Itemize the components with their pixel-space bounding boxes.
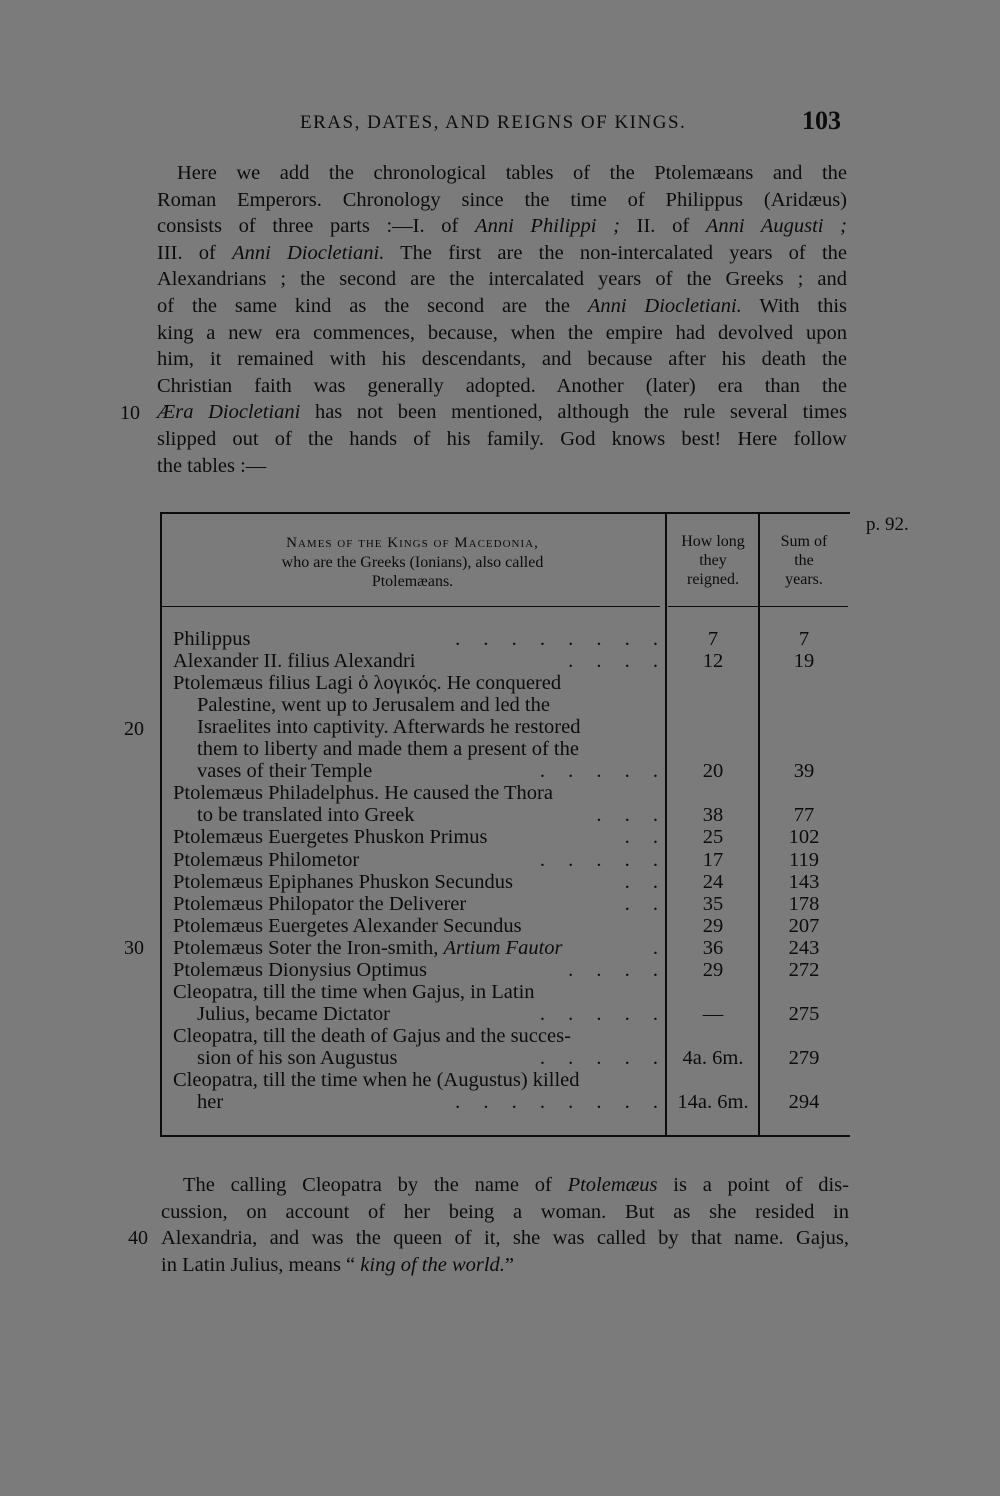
leader-dots: . . bbox=[624, 826, 658, 849]
header-sum-line: Sum of bbox=[780, 533, 828, 550]
king-name-text: Ptolemæus Euergetes Alexander Secundus bbox=[173, 914, 522, 937]
reign-length: 38 bbox=[702, 804, 724, 827]
king-name-text: Palestine, went up to Jerusalem and led the bbox=[197, 694, 550, 717]
sum-of-years: 143 bbox=[788, 870, 820, 893]
king-name bbox=[197, 738, 658, 760]
intro-line: Here we add the chronological tables of the Ptolemæans and the bbox=[177, 162, 847, 184]
table-column-divider bbox=[665, 512, 667, 1137]
table-header-rule bbox=[668, 606, 758, 607]
closing-line: Alexandria, and was the queen of it, she was called by that name. Gajus, bbox=[161, 1227, 849, 1250]
king-name-text: Ptolemæus Epiphanes Phuskon Secundus bbox=[173, 870, 513, 893]
sum-of-years: 275 bbox=[788, 1002, 820, 1025]
header-how-long bbox=[668, 532, 758, 589]
sum-of-years: 207 bbox=[788, 914, 820, 937]
intro-line: Æra Diocletiani has not been mentioned, although the rule several times bbox=[157, 401, 848, 424]
king-name bbox=[197, 1047, 658, 1069]
king-name-text: Cleopatra, till the death of Gajus and the succes- bbox=[173, 1024, 571, 1047]
king-name bbox=[173, 871, 658, 893]
king-name bbox=[173, 1069, 658, 1091]
leader-dots: . . . . . bbox=[539, 760, 658, 783]
kings-table bbox=[160, 512, 850, 1138]
sum-of-years: 279 bbox=[788, 1046, 820, 1069]
king-name bbox=[173, 959, 658, 981]
sum-of-years: 119 bbox=[789, 848, 819, 871]
intro-line: king a new era commences, because, when the empire had devolved upon bbox=[157, 321, 847, 344]
sum-of-years: 243 bbox=[788, 936, 820, 959]
reign-length: 12 bbox=[702, 650, 724, 673]
leader-dots: . . bbox=[624, 870, 658, 893]
king-name-text: Cleopatra, till the time when he (Augustus) killed bbox=[173, 1069, 580, 1091]
king-name bbox=[173, 937, 658, 959]
table-bottom-rule bbox=[160, 1135, 850, 1137]
reign-length: 7 bbox=[707, 628, 719, 650]
king-name bbox=[197, 694, 658, 716]
king-name bbox=[173, 981, 658, 1003]
leader-dots: . . bbox=[624, 892, 658, 915]
line-number: 20 bbox=[124, 718, 144, 740]
intro-line: Christian faith was generally adopted. Another (later) era than the bbox=[157, 374, 847, 397]
header-how-line: they bbox=[699, 552, 727, 569]
header-names-line: Ptolemæans. bbox=[371, 573, 454, 590]
header-names bbox=[160, 534, 665, 591]
intro-line: Alexandrians ; the second are the intercalated years of the Greeks ; and bbox=[157, 268, 847, 291]
king-name bbox=[197, 804, 658, 826]
king-name bbox=[197, 760, 658, 782]
king-name bbox=[197, 716, 658, 738]
running-header: ERAS, DATES, AND REIGNS OF KINGS. bbox=[300, 112, 687, 133]
reign-length: 4a. 6m. bbox=[682, 1046, 744, 1069]
leader-dots: . . . . . bbox=[539, 848, 658, 871]
leader-dots: . . . bbox=[596, 804, 658, 827]
king-name bbox=[173, 893, 658, 915]
header-how-line: How long bbox=[681, 533, 745, 550]
closing-line: in Latin Julius, means “ king of the world.” bbox=[161, 1253, 515, 1276]
king-name-text: Ptolemæus Philopator the Deliverer bbox=[173, 892, 467, 915]
king-name bbox=[173, 826, 658, 848]
leader-dots: . . . . . bbox=[539, 1046, 658, 1069]
sum-of-years: 77 bbox=[793, 804, 815, 827]
reign-length: 17 bbox=[702, 848, 724, 871]
reign-length: 35 bbox=[702, 892, 724, 915]
king-name-text: Israelites into captivity. Afterwards he restored bbox=[197, 716, 581, 739]
table-header-rule bbox=[160, 606, 660, 607]
king-name bbox=[173, 672, 658, 694]
header-names-line: Names of the Kings of Macedonia, bbox=[286, 535, 539, 551]
header-sum-line: the bbox=[794, 552, 814, 569]
king-name-text: Ptolemæus Euergetes Phuskon Primus bbox=[173, 826, 488, 849]
sum-of-years: 294 bbox=[788, 1091, 820, 1114]
leader-dots: . . . . bbox=[568, 958, 658, 981]
leader-dots: . bbox=[652, 936, 658, 959]
reign-length: 25 bbox=[702, 826, 724, 849]
king-name-text: Ptolemæus Philadelphus. He caused the Thora bbox=[173, 782, 553, 805]
sum-of-years: 19 bbox=[793, 650, 815, 673]
king-name bbox=[173, 1025, 658, 1047]
intro-line: III. of Anni Diocletiani. The first are the non-intercalated years of the bbox=[157, 241, 847, 264]
reign-length: 24 bbox=[702, 870, 724, 893]
king-name bbox=[173, 849, 658, 871]
reign-length: 20 bbox=[702, 760, 724, 783]
reign-length: 29 bbox=[702, 958, 724, 981]
king-name bbox=[173, 650, 658, 672]
king-name bbox=[173, 782, 658, 804]
intro-line: of the same kind as the second are the Anni Diocletiani. With this bbox=[157, 294, 847, 317]
sum-of-years: 178 bbox=[788, 892, 820, 915]
line-number: 10 bbox=[120, 402, 140, 424]
king-name-text: Ptolemæus Philometor bbox=[173, 848, 360, 871]
intro-line: Roman Emperors. Chronology since the time of Philippus (Aridæus) bbox=[157, 188, 847, 211]
king-name-text: to be translated into Greek bbox=[197, 804, 415, 827]
king-name bbox=[173, 628, 658, 650]
closing-line: cussion, on account of her being a woman. But as she resided in bbox=[161, 1200, 849, 1223]
header-sum-of-years bbox=[760, 532, 848, 589]
sum-of-years: 39 bbox=[793, 760, 815, 783]
header-how-line: reigned. bbox=[687, 571, 739, 588]
intro-line: the tables :— bbox=[157, 454, 267, 477]
king-name-text: her bbox=[197, 1091, 224, 1114]
king-name-text: sion of his son Augustus bbox=[197, 1046, 398, 1069]
king-name-text: Alexander II. filius Alexandri bbox=[173, 650, 416, 673]
line-number: 40 bbox=[128, 1227, 148, 1249]
page-number: 103 bbox=[802, 106, 841, 135]
leader-dots: . . . . . . . . bbox=[455, 1091, 658, 1114]
table-left-border bbox=[160, 512, 162, 1137]
king-name bbox=[197, 1003, 658, 1025]
king-name-text: Cleopatra, till the time when Gajus, in Latin bbox=[173, 980, 535, 1003]
reign-length: 29 bbox=[702, 914, 724, 937]
leader-dots: . . . . . . . . bbox=[455, 628, 658, 650]
closing-paragraph bbox=[161, 1172, 849, 1278]
reign-length: — bbox=[702, 1002, 724, 1025]
king-name-text: Philippus bbox=[173, 628, 251, 650]
table-header-rule bbox=[760, 606, 848, 607]
sum-of-years: 272 bbox=[788, 958, 820, 981]
sum-of-years: 102 bbox=[788, 826, 820, 849]
leader-dots: . . . . bbox=[568, 650, 658, 673]
line-number: 30 bbox=[124, 937, 144, 959]
king-name-text: Julius, became Dictator bbox=[197, 1002, 390, 1025]
intro-line: him, it remained with his descendants, and because after his death the bbox=[157, 348, 847, 371]
king-name-text: Ptolemæus filius Lagi ὁ λογικός. He conquered bbox=[173, 672, 562, 695]
sum-of-years: 7 bbox=[798, 628, 810, 650]
leader-dots: . . . . . bbox=[539, 1002, 658, 1025]
closing-line: The calling Cleopatra by the name of Ptolemæus is a point of dis- bbox=[183, 1174, 849, 1196]
intro-line: slipped out of the hands of his family. God knows best! Here follow bbox=[157, 427, 847, 450]
king-name-text: Ptolemæus Dionysius Optimus bbox=[173, 958, 428, 981]
king-name bbox=[173, 915, 658, 937]
king-name-text: them to liberty and made them a present of the bbox=[197, 738, 579, 761]
king-name-text: vases of their Temple bbox=[197, 760, 373, 783]
king-name-italic: Artium Fautor bbox=[443, 936, 563, 959]
intro-paragraph bbox=[157, 160, 847, 479]
header-names-line: who are the Greeks (Ionians), also called bbox=[281, 554, 544, 571]
margin-note: p. 92. bbox=[866, 514, 909, 535]
king-name bbox=[197, 1091, 658, 1113]
reign-length: 36 bbox=[702, 936, 724, 959]
table-top-rule bbox=[160, 512, 850, 514]
header-sum-line: years. bbox=[785, 571, 823, 588]
reign-length: 14a. 6m. bbox=[677, 1091, 749, 1114]
king-name-text: Ptolemæus Soter the Iron-smith, Artium Fautor bbox=[173, 936, 563, 959]
intro-line: consists of three parts :—I. of Anni Philippi ; II. of Anni Augusti ; bbox=[157, 215, 847, 238]
